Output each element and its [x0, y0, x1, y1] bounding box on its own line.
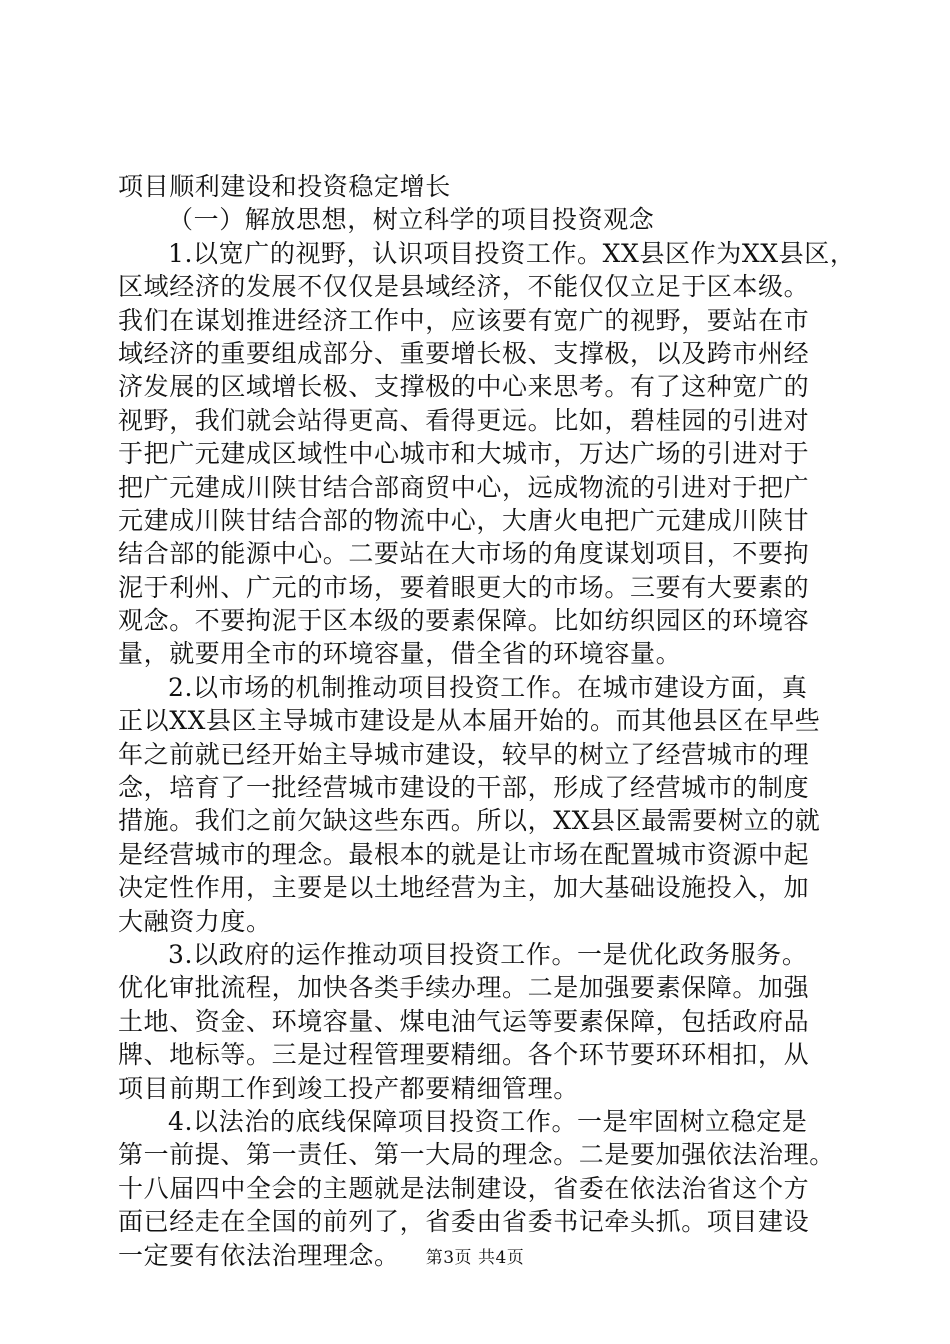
page-footer: 第3页 共4页 [425, 1248, 525, 1268]
text-line: 决定性作用，主要是以土地经营为主，加大基础设施投入，加 [118, 873, 810, 903]
document-body [118, 170, 856, 1272]
text-line: 牌、地标等。三是过程管理要精细。各个环节要环环相扣，从 [118, 1040, 810, 1070]
text-line: 一定要有依法治理理念。 [118, 1240, 400, 1270]
text-line: 把广元建成川陕甘结合部商贸中心，远成物流的引进对于把广 [118, 472, 810, 502]
text-line: 第一前提、第一责任、第一大局的理念。二是要加强依法治理。 [118, 1140, 835, 1170]
text-line: 于把广元建成区域性中心城市和大城市，万达广场的引进对于 [118, 439, 810, 469]
text-line: 优化审批流程，加快各类手续办理。二是加强要素保障。加强 [118, 973, 810, 1003]
text-line: 3.以政府的运作推动项目投资工作。一是优化政务服务。 [168, 939, 808, 969]
text-line: 泥于利州、广元的市场，要着眼更大的市场。三要有大要素的 [118, 572, 810, 602]
text-line: 我们在谋划推进经济工作中，应该要有宽广的视野，要站在市 [118, 305, 810, 335]
text-line: 2.以市场的机制推动项目投资工作。在城市建设方面，真 [168, 672, 808, 702]
text-line: 项目前期工作到竣工投产都要精细管理。 [118, 1073, 579, 1103]
text-line: （一）解放思想，树立科学的项目投资观念 [168, 205, 655, 235]
text-line: 十八届四中全会的主题就是法制建设，省委在依法治省这个方 [118, 1173, 810, 1203]
text-line: 量，就要用全市的环境容量，借全省的环境容量。 [118, 639, 682, 669]
text-line: 1.以宽广的视野，认识项目投资工作。XX县区作为XX县区， [168, 238, 856, 268]
text-line: 念，培育了一批经营城市建设的干部，形成了经营城市的制度 [118, 773, 810, 803]
text-line: 区域经济的发展不仅仅是县域经济，不能仅仅立足于区本级。 [118, 272, 810, 302]
text-line: 域经济的重要组成部分、重要增长极、支撑极，以及跨市州经 [118, 338, 810, 368]
text-line: 大融资力度。 [118, 906, 272, 936]
text-line: 正以XX县区主导城市建设是从本届开始的。而其他县区在早些 [118, 706, 821, 736]
text-line: 土地、资金、环境容量、煤电油气运等要素保障，包括政府品 [118, 1006, 810, 1036]
text-line: 措施。我们之前欠缺这些东西。所以，XX县区最需要树立的就 [118, 806, 821, 836]
text-line: 结合部的能源中心。二要站在大市场的角度谋划项目，不要拘 [118, 539, 810, 569]
text-line: 视野，我们就会站得更高、看得更远。比如，碧桂园的引进对 [118, 405, 810, 435]
text-line: 年之前就已经开始主导城市建设，较早的树立了经营城市的理 [118, 739, 810, 769]
text-line: 元建成川陕甘结合部的物流中心，大唐火电把广元建成川陕甘 [118, 505, 810, 535]
text-line: 观念。不要拘泥于区本级的要素保障。比如纺织园区的环境容 [118, 606, 810, 636]
text-line: 济发展的区域增长极、支撑极的中心来思考。有了这种宽广的 [118, 372, 810, 402]
text-line: 4.以法治的底线保障项目投资工作。一是牢固树立稳定是 [168, 1106, 808, 1136]
text-line: 面已经走在全国的前列了，省委由省委书记牵头抓。项目建设 [118, 1207, 810, 1237]
text-line: 是经营城市的理念。最根本的就是让市场在配置城市资源中起 [118, 839, 810, 869]
text-line: 项目顺利建设和投资稳定增长 [118, 172, 451, 201]
